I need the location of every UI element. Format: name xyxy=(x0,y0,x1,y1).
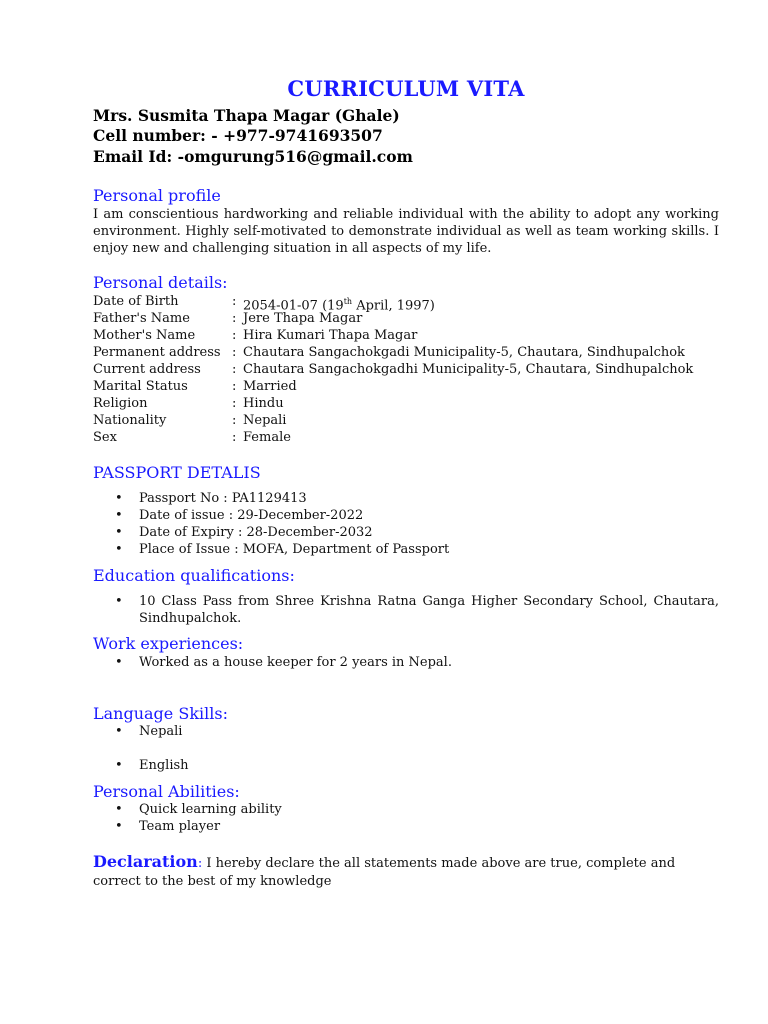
bullet-icon: • xyxy=(115,594,123,609)
detail-colon: : xyxy=(232,430,237,445)
detail-colon: : xyxy=(232,362,237,377)
detail-value: Hira Kumari Thapa Magar xyxy=(243,328,418,343)
detail-colon: : xyxy=(232,396,237,411)
candidate-name: Mrs. Susmita Thapa Magar (Ghale) xyxy=(93,106,400,125)
detail-colon: : xyxy=(232,311,237,326)
bullet-icon: • xyxy=(115,819,123,834)
language-item: English xyxy=(139,758,189,773)
detail-colon: : xyxy=(232,345,237,360)
bullet-icon: • xyxy=(115,508,123,523)
passport-item: Passport No : PA1129413 xyxy=(139,491,307,506)
email-id: Email Id: -omgurung516@gmail.com xyxy=(93,147,413,166)
detail-label: Current address xyxy=(93,362,201,377)
bullet-icon: • xyxy=(115,724,123,739)
detail-value: Jere Thapa Magar xyxy=(243,311,363,326)
passport-item: Place of Issue : MOFA, Department of Passport xyxy=(139,542,450,557)
declaration-colon: : xyxy=(197,856,203,871)
detail-value: Chautara Sangachokgadhi Municipality-5, Chautara, Sindhupalchok xyxy=(243,362,694,377)
detail-label: Nationality xyxy=(93,413,167,428)
language-heading: Language Skills: xyxy=(93,704,228,723)
language-item: Nepali xyxy=(139,724,183,739)
bullet-icon: • xyxy=(115,758,123,773)
detail-label: Permanent address xyxy=(93,345,221,360)
passport-item: Date of issue : 29-December-2022 xyxy=(139,508,364,523)
work-heading: Work experiences: xyxy=(93,634,244,653)
personal-profile-text: I am conscientious hardworking and reliable individual with the ability to adopt any working environment. Highly self-motivated to demonstrate individual as well as team working skills. I enjoy new and challenging situation in all aspects of my life. xyxy=(93,207,719,256)
bullet-icon: • xyxy=(115,525,123,540)
detail-value: Female xyxy=(243,430,291,445)
detail-colon: : xyxy=(232,328,237,343)
personal-details-heading: Personal details: xyxy=(93,273,228,292)
work-item: Worked as a house keeper for 2 years in Nepal. xyxy=(139,655,452,670)
detail-value: 2054-01-07 (19th April, 1997) xyxy=(243,297,435,314)
detail-colon: : xyxy=(232,379,237,394)
passport-item: Date of Expiry : 28-December-2032 xyxy=(139,525,373,540)
detail-label: Religion xyxy=(93,396,148,411)
education-item: 10 Class Pass from Shree Krishna Ratna Ganga Higher Secondary School, Chautara, Sindhupalchok. xyxy=(139,594,719,626)
ability-item: Quick learning ability xyxy=(139,802,282,817)
detail-label: Father's Name xyxy=(93,311,190,326)
detail-colon: : xyxy=(232,294,237,309)
detail-label: Mother's Name xyxy=(93,328,196,343)
detail-value: Married xyxy=(243,379,297,394)
detail-colon: : xyxy=(232,413,237,428)
cell-number: Cell number: - +977-9741693507 xyxy=(93,126,383,145)
education-heading: Education qualifications: xyxy=(93,566,295,585)
detail-value: Hindu xyxy=(243,396,284,411)
bullet-icon: • xyxy=(115,491,123,506)
bullet-icon: • xyxy=(115,542,123,557)
detail-label: Date of Birth xyxy=(93,294,179,309)
bullet-icon: • xyxy=(115,802,123,817)
bullet-icon: • xyxy=(115,655,123,670)
declaration xyxy=(93,853,719,891)
abilities-heading: Personal Abilities: xyxy=(93,782,240,801)
detail-label: Sex xyxy=(93,430,117,445)
cv-title: CURRICULUM VITA xyxy=(287,76,525,101)
detail-value: Nepali xyxy=(243,413,287,428)
detail-value: Chautara Sangachokgadi Municipality-5, Chautara, Sindhupalchok xyxy=(243,345,685,360)
personal-profile-heading: Personal profile xyxy=(93,186,221,205)
declaration-heading: Declaration xyxy=(93,852,198,871)
ability-item: Team player xyxy=(139,819,221,834)
passport-heading: PASSPORT DETALIS xyxy=(93,463,261,482)
detail-label: Marital Status xyxy=(93,379,188,394)
declaration-text: I hereby declare the all statements made above are true, complete and correct to the best of my knowledge xyxy=(93,856,676,889)
